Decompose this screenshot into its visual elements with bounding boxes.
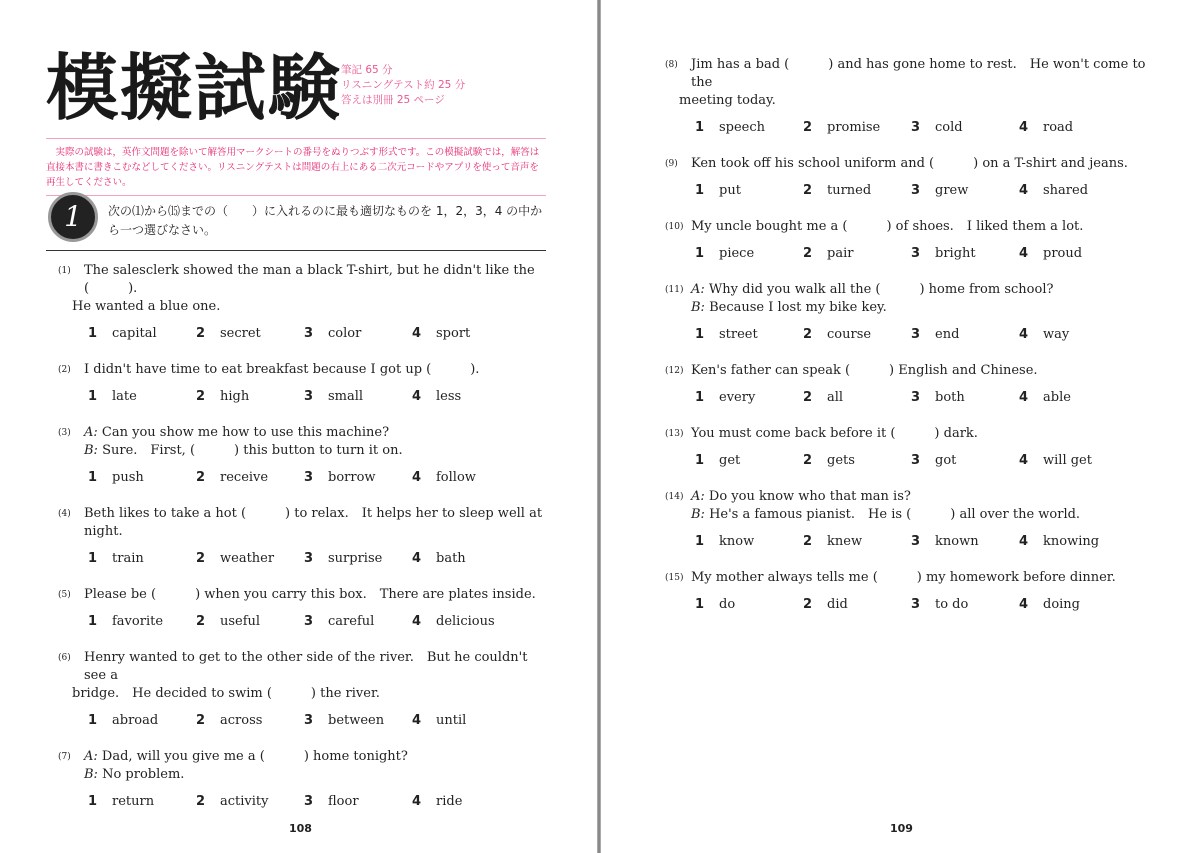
option-number: 1 — [695, 246, 705, 261]
right-page — [601, 0, 1200, 853]
option-number: 3 — [304, 326, 314, 341]
answer-option[interactable] — [773, 182, 881, 200]
answer-options — [665, 119, 1165, 137]
question-line — [665, 56, 1165, 92]
answer-option[interactable] — [665, 389, 773, 407]
answer-option[interactable] — [58, 613, 166, 631]
question-number: (15) — [665, 573, 684, 583]
question — [58, 424, 548, 487]
option-number: 4 — [412, 794, 422, 809]
answer-option[interactable] — [382, 550, 490, 568]
question-text: I didn't have time to eat breakfast because I got up ( ). — [84, 362, 480, 377]
question-number: (5) — [58, 590, 71, 600]
answer-options — [58, 388, 548, 406]
question-text: Sure. First, ( ) this button to turn it on. — [97, 443, 403, 458]
question — [58, 361, 548, 406]
question-line — [58, 649, 548, 685]
option-text: useful — [220, 614, 261, 629]
option-number: 2 — [803, 183, 813, 198]
question-line — [665, 281, 1165, 299]
option-number: 3 — [911, 120, 921, 135]
question-line — [665, 155, 1165, 173]
answer-option[interactable] — [773, 533, 881, 551]
question-line — [665, 425, 1165, 443]
answer-option[interactable] — [665, 119, 773, 137]
question-number: (1) — [58, 266, 71, 276]
option-text: course — [827, 327, 872, 342]
answer-options — [58, 793, 548, 811]
answer-option[interactable] — [773, 389, 881, 407]
question-line — [58, 442, 548, 460]
question-text: Why did you walk all the ( ) home from school? — [704, 282, 1054, 297]
answer-option[interactable] — [166, 388, 274, 406]
option-text: proud — [1043, 246, 1083, 261]
answer-option[interactable] — [881, 596, 989, 614]
option-text: to do — [935, 597, 969, 612]
option-text: both — [935, 390, 965, 405]
option-number: 3 — [911, 183, 921, 198]
option-number: 2 — [196, 551, 206, 566]
option-text: pair — [827, 246, 854, 261]
option-number: 2 — [803, 246, 813, 261]
answer-option[interactable] — [773, 326, 881, 344]
option-number: 1 — [88, 326, 98, 341]
question-text: He's a famous pianist. He is ( ) all over the world. — [704, 507, 1081, 522]
page-title: 模擬試験 — [46, 46, 343, 130]
option-number: 2 — [803, 327, 813, 342]
answer-option[interactable] — [989, 119, 1097, 137]
question-text: You must come back before it ( ) dark. — [691, 426, 978, 441]
question-text: bridge. He decided to swim ( ) the river. — [72, 686, 380, 701]
option-text: favorite — [112, 614, 164, 629]
option-text: across — [220, 713, 263, 728]
question-number: (10) — [665, 222, 684, 232]
answer-options — [665, 533, 1165, 551]
page-number: 108 — [289, 822, 312, 835]
option-number: 4 — [1019, 327, 1029, 342]
answer-option[interactable] — [989, 245, 1097, 263]
option-text: knew — [827, 534, 863, 549]
question — [665, 569, 1165, 614]
speaker-label: B: — [84, 443, 98, 458]
option-number: 1 — [88, 551, 98, 566]
option-text: train — [112, 551, 144, 566]
question — [665, 362, 1165, 407]
option-number: 1 — [88, 470, 98, 485]
question-text: Ken's father can speak ( ) English and Chinese. — [691, 363, 1038, 378]
question-text: Ken took off his school uniform and ( ) on a T-shirt and jeans. — [691, 156, 1128, 171]
answer-option[interactable] — [58, 550, 166, 568]
question — [665, 56, 1165, 137]
answer-option[interactable] — [881, 452, 989, 470]
option-number: 4 — [1019, 534, 1029, 549]
question-line — [58, 298, 548, 316]
option-number: 3 — [911, 327, 921, 342]
option-text: end — [935, 327, 960, 342]
option-text: push — [112, 470, 144, 485]
question-line — [58, 505, 548, 541]
section-header — [46, 190, 546, 251]
option-text: road — [1043, 120, 1074, 135]
answer-options — [665, 245, 1165, 263]
option-number: 3 — [304, 389, 314, 404]
option-number: 2 — [803, 534, 813, 549]
speaker-label: B: — [691, 507, 705, 522]
section-number-badge: 1 — [48, 192, 98, 242]
option-number: 3 — [911, 246, 921, 261]
answer-option[interactable] — [382, 613, 495, 631]
option-text: follow — [436, 470, 476, 485]
option-number: 4 — [412, 551, 422, 566]
option-text: borrow — [328, 470, 376, 485]
option-text: capital — [112, 326, 157, 341]
question-text: Because I lost my bike key. — [704, 300, 887, 315]
answer-option[interactable] — [58, 793, 166, 811]
question-text: Please be ( ) when you carry this box. There are plates inside. — [84, 587, 536, 602]
answer-option[interactable] — [665, 182, 773, 200]
speaker-label: A: — [691, 489, 705, 504]
answer-option[interactable] — [58, 469, 166, 487]
option-text: until — [436, 713, 467, 728]
section-instruction: 次の⑴から⒂までの（ ）に入れるのに最も適切なものを 1，2，3，4 の中から一つ選びなさい。 — [108, 204, 543, 237]
option-text: secret — [220, 326, 261, 341]
option-text: street — [719, 327, 758, 342]
option-number: 2 — [803, 453, 813, 468]
question-line — [58, 424, 548, 442]
answer-option[interactable] — [989, 326, 1097, 344]
option-text: knowing — [1043, 534, 1100, 549]
option-number: 4 — [412, 470, 422, 485]
question-line — [665, 299, 1165, 317]
option-number: 1 — [695, 183, 705, 198]
answer-options — [58, 469, 548, 487]
question-text: Dad, will you give me a ( ) home tonight? — [97, 749, 408, 764]
answer-option[interactable] — [274, 793, 382, 811]
answer-option[interactable] — [58, 712, 166, 730]
answer-option[interactable] — [58, 325, 166, 343]
question-line — [665, 218, 1165, 236]
option-number: 4 — [1019, 597, 1029, 612]
answer-option[interactable] — [665, 245, 773, 263]
question-text: My mother always tells me ( ) my homework before dinner. — [691, 570, 1116, 585]
question — [58, 586, 548, 631]
answer-option[interactable] — [166, 613, 274, 631]
answer-option[interactable] — [989, 389, 1097, 407]
option-text: turned — [827, 183, 872, 198]
option-number: 1 — [695, 453, 705, 468]
question-line — [58, 361, 548, 379]
info-line: リスニングテスト約 25 分 — [341, 79, 466, 91]
question-line — [58, 685, 548, 703]
question-number: (8) — [665, 60, 678, 70]
answer-option[interactable] — [274, 613, 382, 631]
option-number: 3 — [911, 453, 921, 468]
option-number: 3 — [911, 534, 921, 549]
exam-info — [341, 63, 465, 108]
question-text: Can you show me how to use this machine? — [97, 425, 390, 440]
answer-option[interactable] — [382, 325, 490, 343]
option-text: careful — [328, 614, 375, 629]
option-text: grew — [935, 183, 969, 198]
option-number: 2 — [803, 390, 813, 405]
option-number: 4 — [1019, 246, 1029, 261]
answer-option[interactable] — [274, 550, 382, 568]
answer-option[interactable] — [665, 533, 773, 551]
option-number: 1 — [88, 389, 98, 404]
question-text: My uncle bought me a ( ) of shoes. I liked them a lot. — [691, 219, 1084, 234]
option-text: able — [1043, 390, 1071, 405]
option-number: 2 — [196, 614, 206, 629]
question-number: (2) — [58, 365, 71, 375]
answer-option[interactable] — [274, 388, 382, 406]
question-text: He wanted a blue one. — [72, 299, 221, 314]
answer-option[interactable] — [166, 550, 274, 568]
answer-options — [58, 712, 548, 730]
speaker-label: A: — [691, 282, 705, 297]
option-text: bright — [935, 246, 976, 261]
info-line: 答えは別冊 25 ページ — [341, 94, 445, 106]
option-text: promise — [827, 120, 881, 135]
question — [665, 281, 1165, 344]
option-text: cold — [935, 120, 963, 135]
option-text: weather — [220, 551, 275, 566]
option-text: receive — [220, 470, 269, 485]
option-text: small — [328, 389, 364, 404]
option-number: 2 — [803, 597, 813, 612]
answer-options — [665, 326, 1165, 344]
option-text: abroad — [112, 713, 159, 728]
option-text: will get — [1043, 453, 1092, 468]
question-list-left — [58, 262, 548, 829]
option-number: 4 — [412, 614, 422, 629]
option-number: 3 — [304, 470, 314, 485]
question-number: (4) — [58, 509, 71, 519]
option-text: doing — [1043, 597, 1081, 612]
option-text: every — [719, 390, 756, 405]
question-line — [665, 506, 1165, 524]
answer-option[interactable] — [382, 712, 490, 730]
question-number: (13) — [665, 429, 684, 439]
option-number: 4 — [1019, 390, 1029, 405]
option-text: sport — [436, 326, 471, 341]
answer-option[interactable] — [166, 793, 274, 811]
option-number: 3 — [304, 614, 314, 629]
question-number: (3) — [58, 428, 71, 438]
answer-option[interactable] — [166, 712, 274, 730]
question — [58, 748, 548, 811]
info-line: 筆記 65 分 — [341, 64, 393, 76]
question-text: Jim has a bad ( ) and has gone home to rest. He won't come to the — [691, 57, 1146, 90]
question — [665, 155, 1165, 200]
answer-options — [665, 596, 1165, 614]
notice-text: 実際の試験は，英作文問題を除いて解答用マークシートの番号をぬりつぶす形式です。この模擬試験では，解答は直接本書に書きこむなどしてください。リスニングテストは問題の右上にある二次元コードやアプリを使って音声を再生してください。 — [46, 138, 546, 196]
answer-option[interactable] — [382, 793, 490, 811]
question — [58, 262, 548, 343]
option-number: 2 — [196, 389, 206, 404]
option-text: delicious — [436, 614, 495, 629]
answer-option[interactable] — [382, 469, 490, 487]
option-number: 1 — [88, 794, 98, 809]
option-text: activity — [220, 794, 269, 809]
option-text: way — [1043, 327, 1070, 342]
answer-options — [665, 452, 1165, 470]
option-number: 2 — [196, 326, 206, 341]
answer-option[interactable] — [382, 388, 490, 406]
option-text: did — [827, 597, 848, 612]
left-page — [0, 0, 597, 853]
option-number: 3 — [304, 713, 314, 728]
question — [665, 488, 1165, 551]
option-number: 1 — [695, 390, 705, 405]
option-text: between — [328, 713, 385, 728]
answer-options — [58, 550, 548, 568]
option-text: surprise — [328, 551, 383, 566]
option-text: put — [719, 183, 741, 198]
answer-option[interactable] — [881, 389, 989, 407]
option-number: 3 — [911, 597, 921, 612]
answer-option[interactable] — [773, 245, 881, 263]
answer-option[interactable] — [58, 388, 166, 406]
answer-option[interactable] — [881, 326, 989, 344]
question-number: (14) — [665, 492, 684, 502]
answer-option[interactable] — [274, 469, 382, 487]
option-text: floor — [328, 794, 359, 809]
question-line — [665, 488, 1165, 506]
question-text: The salesclerk showed the man a black T-shirt, but he didn't like the ( ). — [84, 263, 535, 296]
option-number: 3 — [304, 551, 314, 566]
question-text: meeting today. — [679, 93, 776, 108]
answer-option[interactable] — [166, 325, 274, 343]
option-number: 1 — [695, 534, 705, 549]
answer-option[interactable] — [881, 119, 989, 137]
option-number: 1 — [695, 120, 705, 135]
question-list-right — [665, 56, 1165, 632]
option-number: 1 — [88, 713, 98, 728]
question-line — [665, 92, 1165, 110]
speaker-label: A: — [84, 425, 98, 440]
option-text: return — [112, 794, 155, 809]
option-text: piece — [719, 246, 755, 261]
answer-option[interactable] — [989, 182, 1097, 200]
option-number: 3 — [911, 390, 921, 405]
answer-option[interactable] — [881, 533, 989, 551]
answer-options — [58, 613, 548, 631]
answer-option[interactable] — [274, 712, 385, 730]
speaker-label: B: — [691, 300, 705, 315]
option-text: got — [935, 453, 957, 468]
question-number: (9) — [665, 159, 678, 169]
question — [58, 649, 548, 730]
option-number: 1 — [695, 597, 705, 612]
answer-option[interactable] — [665, 596, 773, 614]
question — [665, 425, 1165, 470]
option-text: all — [827, 390, 844, 405]
option-text: gets — [827, 453, 855, 468]
question-line — [58, 766, 548, 784]
answer-option[interactable] — [773, 452, 881, 470]
option-number: 1 — [695, 327, 705, 342]
option-text: color — [328, 326, 362, 341]
option-number: 4 — [1019, 453, 1029, 468]
option-text: ride — [436, 794, 463, 809]
question-number: (7) — [58, 752, 71, 762]
option-text: know — [719, 534, 755, 549]
speaker-label: A: — [84, 749, 98, 764]
option-number: 4 — [1019, 183, 1029, 198]
answer-options — [665, 389, 1165, 407]
answer-option[interactable] — [274, 325, 382, 343]
question-number: (6) — [58, 653, 71, 663]
question-text: No problem. — [97, 767, 185, 782]
question-text: Henry wanted to get to the other side of the river. But he couldn't see a — [84, 650, 528, 683]
answer-option[interactable] — [665, 452, 773, 470]
option-number: 2 — [196, 794, 206, 809]
option-text: less — [436, 389, 462, 404]
question-number: (11) — [665, 285, 684, 295]
question — [58, 505, 548, 568]
option-number: 4 — [412, 389, 422, 404]
answer-options — [665, 182, 1165, 200]
answer-option[interactable] — [989, 596, 1097, 614]
answer-option[interactable] — [989, 533, 1100, 551]
answer-option[interactable] — [989, 452, 1097, 470]
answer-option[interactable] — [773, 119, 881, 137]
option-number: 3 — [304, 794, 314, 809]
option-text: late — [112, 389, 137, 404]
option-number: 4 — [412, 326, 422, 341]
option-number: 1 — [88, 614, 98, 629]
question — [665, 218, 1165, 263]
answer-option[interactable] — [881, 182, 989, 200]
option-text: shared — [1043, 183, 1089, 198]
question-text: Beth likes to take a hot ( ) to relax. It helps her to sleep well at night. — [84, 506, 543, 539]
question-text: Do you know who that man is? — [704, 489, 911, 504]
question-line — [665, 362, 1165, 380]
question-line — [58, 586, 548, 604]
option-text: high — [220, 389, 250, 404]
question-number: (12) — [665, 366, 684, 376]
option-text: do — [719, 597, 736, 612]
answer-option[interactable] — [881, 245, 989, 263]
answer-option[interactable] — [665, 326, 773, 344]
answer-option[interactable] — [773, 596, 881, 614]
question-line — [665, 569, 1165, 587]
page-number: 109 — [890, 822, 913, 835]
answer-options — [58, 325, 548, 343]
speaker-label: B: — [84, 767, 98, 782]
question-line — [58, 262, 548, 298]
option-text: bath — [436, 551, 466, 566]
option-number: 2 — [803, 120, 813, 135]
option-text: speech — [719, 120, 766, 135]
answer-option[interactable] — [166, 469, 274, 487]
option-text: known — [935, 534, 979, 549]
option-number: 2 — [196, 713, 206, 728]
option-number: 4 — [412, 713, 422, 728]
question-line — [58, 748, 548, 766]
option-number: 2 — [196, 470, 206, 485]
option-number: 4 — [1019, 120, 1029, 135]
option-text: get — [719, 453, 741, 468]
